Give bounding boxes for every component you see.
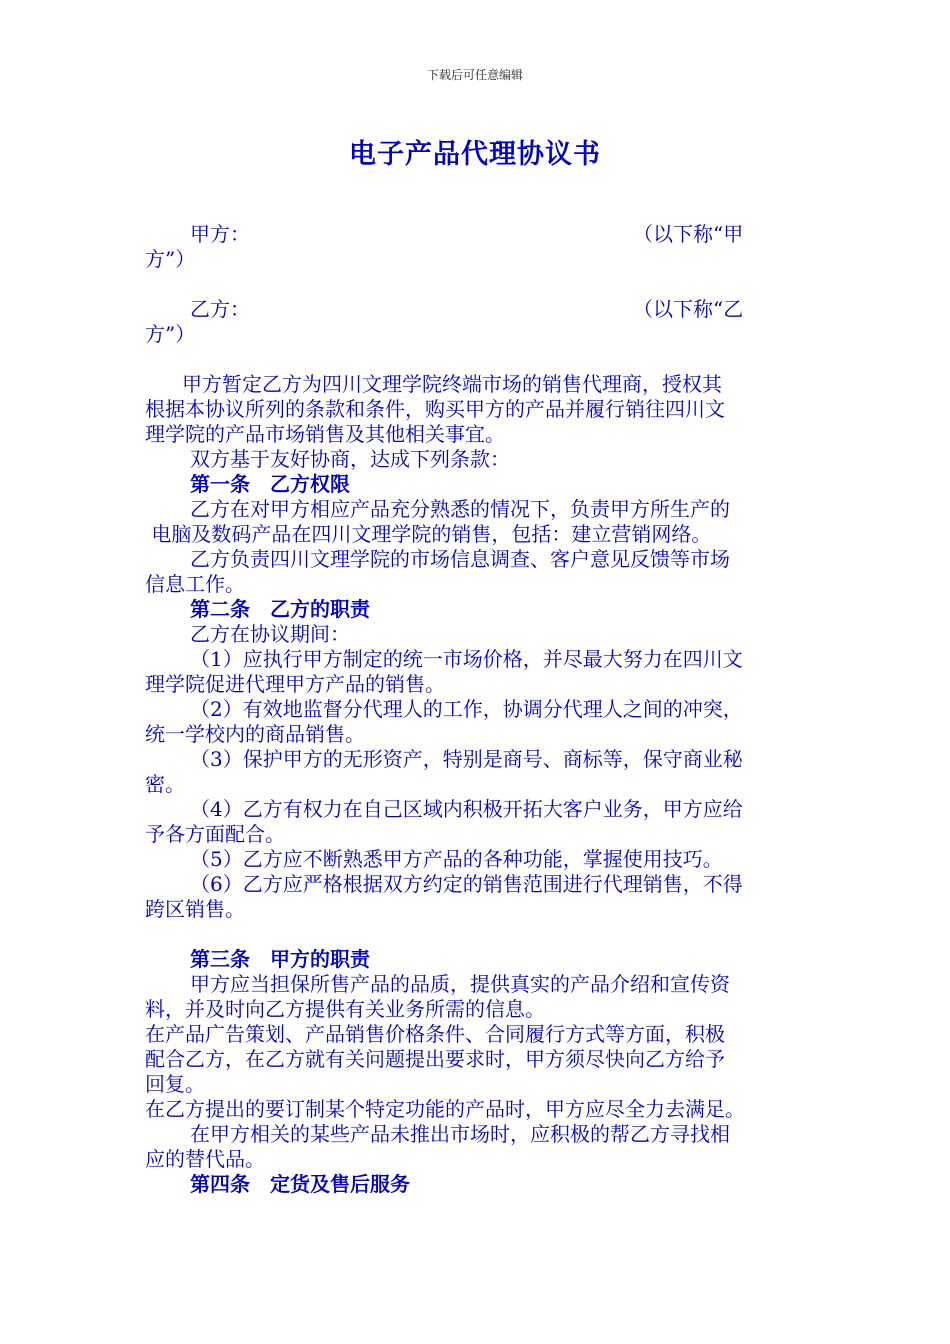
article-2-heading: 第二条 乙方的职责	[190, 597, 370, 621]
article-1-para-1a: 乙方在对甲方相应产品充分熟悉的情况下，负责甲方所生产的	[190, 497, 730, 521]
intro-line-3: 理学院的产品市场销售及其他相关事宜。	[145, 422, 505, 446]
article-3-heading: 第三条 甲方的职责	[190, 947, 370, 971]
party-b-alias: （以下称“乙	[633, 297, 744, 321]
article-1-heading: 第一条 乙方权限	[190, 472, 350, 496]
article-1-para-2a: 乙方负责四川文理学院的市场信息调查、客户意见反馈等市场	[190, 547, 730, 571]
article-2-lead: 乙方在协议期间：	[190, 622, 350, 646]
party-a-alias: （以下称“甲	[633, 222, 744, 246]
party-a-line	[145, 222, 805, 247]
article-3-para-1b: 料，并及时向乙方提供有关业务所需的信息。	[145, 997, 545, 1021]
article-3-para-2c: 回复。	[145, 1072, 205, 1096]
article-2-item-3b: 密。	[145, 772, 185, 796]
article-3-para-2b: 配合乙方，在乙方就有关问题提出要求时，甲方须尽快向乙方给予	[145, 1047, 725, 1071]
article-3-para-1a: 甲方应当担保所售产品的品质，提供真实的产品介绍和宣传资	[190, 972, 730, 996]
page-header-note: 下载后可任意编辑	[426, 68, 523, 82]
intro-line-2: 根据本协议所列的条款和条件，购买甲方的产品并履行销往四川文	[145, 397, 725, 421]
party-b-alias-wrap: 方”）	[145, 322, 196, 346]
party-b-label: 乙方：	[190, 297, 250, 321]
article-2-item-5: （5）乙方应不断熟悉甲方产品的各种功能，掌握使用技巧。	[190, 847, 723, 871]
document-title: 电子产品代理协议书	[349, 139, 601, 170]
intro-line-1: 甲方暂定乙方为四川文理学院终端市场的销售代理商，授权其	[182, 372, 722, 396]
article-2-item-6a: （6）乙方应严格根据双方约定的销售范围进行代理销售，不得	[190, 872, 743, 896]
article-2-item-1a: （1）应执行甲方制定的统一市场价格，并尽最大努力在四川文	[190, 647, 743, 671]
article-2-item-4b: 予各方面配合。	[145, 822, 285, 846]
article-3-para-4a: 在甲方相关的某些产品未推出市场时，应积极的帮乙方寻找相	[190, 1122, 730, 1146]
party-a-label: 甲方：	[190, 222, 250, 246]
party-b-line	[145, 297, 805, 322]
article-2-item-2b: 统一学校内的商品销售。	[145, 722, 365, 746]
article-1-para-1b: 电脑及数码产品在四川文理学院的销售，包括：建立营销网络。	[145, 522, 712, 546]
article-4-heading: 第四条 定货及售后服务	[190, 1172, 410, 1196]
article-3-para-2a: 在产品广告策划、产品销售价格条件、合同履行方式等方面，积极	[145, 1022, 725, 1046]
article-2-item-4a: （4）乙方有权力在自己区域内积极开拓大客户业务，甲方应给	[190, 797, 743, 821]
article-3-para-3: 在乙方提出的要订制某个特定功能的产品时，甲方应尽全力去满足。	[145, 1097, 745, 1121]
article-2-item-2a: （2）有效地监督分代理人的工作，协调分代理人之间的冲突，	[190, 697, 743, 721]
party-a-alias-wrap: 方”）	[145, 247, 196, 271]
article-2-item-6b: 跨区销售。	[145, 897, 245, 921]
intro-line-4: 双方基于友好协商，达成下列条款：	[190, 447, 510, 471]
article-1-para-2b: 信息工作。	[145, 572, 245, 596]
article-2-item-3a: （3）保护甲方的无形资产，特别是商号、商标等，保守商业秘	[190, 747, 743, 771]
document-body	[145, 222, 805, 1197]
article-3-para-4b: 应的替代品。	[145, 1147, 265, 1171]
article-2-item-1b: 理学院促进代理甲方产品的销售。	[145, 672, 445, 696]
